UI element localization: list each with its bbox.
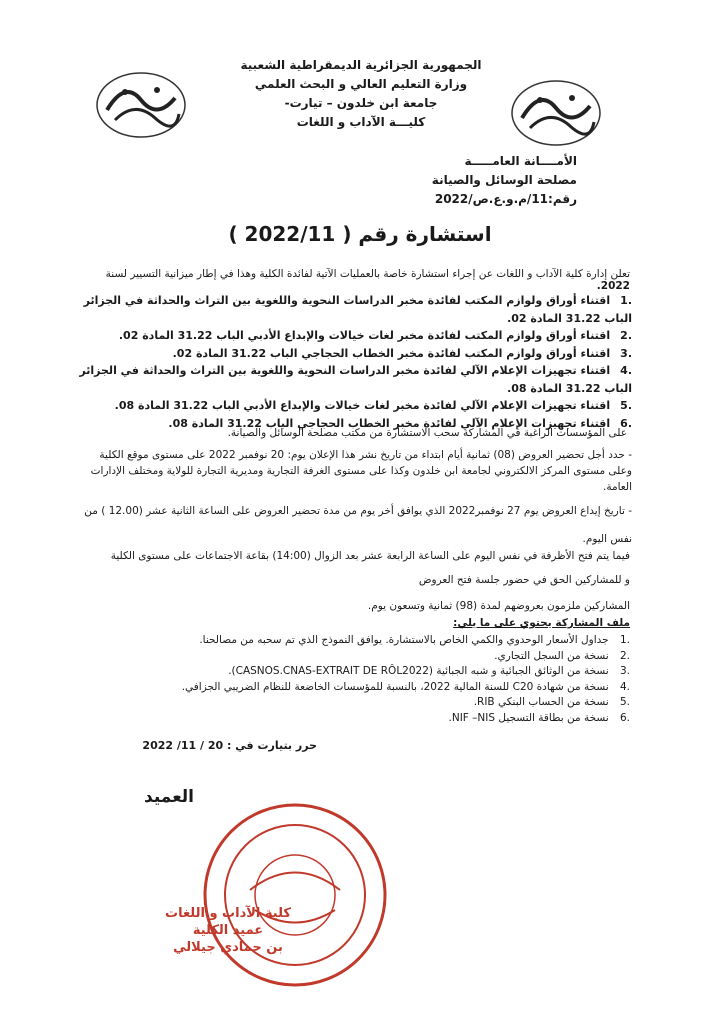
withdrawal-note: على المؤسسات الراغبة في المشاركة سحب الاستشارة من مكتب مصلحة الوسائل والصيانة. [227,427,627,439]
university-name: جامعة ابن خلدون – تيارت- [284,96,438,110]
ministry-name: وزارة التعليم العالي و البحث العلمي [254,77,468,91]
item-number: .5 [619,696,630,708]
republic-name: الجمهورية الجزائرية الديمقراطية الشعبية [240,58,482,72]
list-item [110,680,630,696]
opening-paragraph [90,548,630,588]
item-text: اقتناء تجهيزات الإعلام الآلي لفائدة مخبر لغات خيالات والإبداع الأدبي الباب 31.22 المادة 08. [114,399,611,412]
list-item [110,711,630,727]
intro-year: 2022. [596,280,630,292]
list-item [110,664,630,680]
item-number: .6 [619,711,630,724]
opening-line-2: و للمشاركين الحق في حضور جلسة فتح العروض [418,574,630,586]
item-text: نسخة من السجل التجاري. [494,649,609,662]
item-number: .2 [620,329,632,342]
list-item [110,633,630,649]
item-number: .1 [620,294,632,307]
deadline-paragraph [72,447,632,495]
item-number: .5 [620,399,632,412]
deadline-line-2: وعلى مستوى المركز الالكتروني لجامعة ابن خلدون وكذا على مستوى الغرفة التجارية ومديرية التجارة للولاية ومختلف الإدارات [90,465,632,477]
official-seal [195,795,395,995]
department-block [432,152,577,209]
item-number: .4 [619,680,630,693]
general-secretariat: الأمــــانة العامـــــة [464,154,577,168]
calligraphy-icon [95,70,187,140]
file-contents-heading: ملف المشاركة يحتوي على ما يلي: [453,617,630,629]
dean-title: العميد [144,787,194,807]
requirements-list [110,633,630,726]
item-text: اقتناء أوراق ولوازم المكتب لفائدة مخبر الخطاب الحجاجي الباب 31.22 المادة 02. [172,346,611,360]
submission-line-1: - تاريخ إيداع العروض يوم 27 نوفمبر2022 الذي يوافق أخر يوم من مدة تحضير العروض على الساعة الثانية عشر (12.00 ) من [84,505,632,517]
opening-line-1: فيما يتم فتح الأظرفة في نفس اليوم على الساعة الرابعة عشر بعد الزوال (14:00) بقاعة الاجتماعات على مستوى الكلية [110,550,630,562]
item-text: نسخة من الوثائق الجبائية و شبه الجبائية (CASNOS.CNAS-EXTRAIT DE RÔL2022). [228,665,609,677]
dean-stamp [118,905,338,956]
operations-list [72,292,632,432]
submission-line-2: نفس اليوم. [582,533,632,545]
faculty-name: كليـــة الآداب و اللغات [296,115,426,129]
item-text: نسخة من بطاقة التسجيل NIF –NIS. [448,711,609,724]
calligraphy-icon [510,78,602,148]
submission-paragraph [72,503,632,547]
reference-number: رقم:11/م.و.ع.ص/2022 [434,192,577,206]
seal-icon [195,795,395,995]
item-text: نسخة من شهادة C20 للسنة المالية 2022، بالنسبة للمؤسسات الخاضعة للنظام الضريبي الجزافي. [181,680,609,693]
service-name: مصلحة الوسائل والصيانة [431,173,577,187]
item-text: نسخة من الحساب البنكي RIB. [473,696,609,708]
letterhead [205,56,517,132]
intro-text: تعلن إدارة كلية الآداب و اللغات عن إجراء استشارة خاصة بالعمليات الآتية لفائدة الكلية وهذا في إطار ميزانية التسيير لسنة [105,268,630,280]
item-text: اقتناء تجهيزات الإعلام الآلي لفائدة مخبر الدراسات النحوية واللغوية بين التراث والحداثة في الجزائر الباب 31.22 المادة 08. [79,364,632,395]
issue-date: حرر بتيارت في : 20 / 11/ 2022 [142,739,317,752]
item-text: اقتناء أوراق ولوازم المكتب لفائدة مخبر لغات خيالات والإبداع الأدبي الباب 31.22 المادة 02. [118,329,611,342]
intro-paragraph [70,268,630,292]
document-title: استشارة رقم ( 2022/11 ) [228,222,492,246]
item-number: .2 [619,649,630,662]
list-item [72,362,632,397]
item-number: .3 [619,665,630,677]
item-text: اقتناء أوراق ولوازم المكتب لفائدة مخبر الدراسات النحوية واللغوية بين التراث والحداثة في الجزائر الباب 31.22 المادة 02. [83,294,632,325]
list-item [72,327,632,345]
stamp-faculty: كلية الآداب و اللغات [165,906,291,921]
item-number: .4 [620,364,632,377]
item-number: .6 [620,416,632,430]
item-number: .1 [619,634,630,646]
deadline-line-3: العامة. [603,481,632,493]
list-item [72,292,632,327]
list-item [110,695,630,711]
list-item [72,345,632,363]
item-number: .3 [620,346,632,360]
item-text: جداول الأسعار الوحدوي والكمي الخاص بالاستشارة. يوافق النموذج الذي تم سحبه من مصالحنا. [199,634,609,646]
university-logo-left [95,70,187,140]
university-logo-right [510,78,602,148]
stamp-role: عميد الكلية [192,923,264,938]
item-text: اقتناء تجهيزات الإعلام الآلي لفائدة مخبر الخطاب الحجاجي الباب 31.22 المادة 08. [168,416,611,430]
list-item [110,649,630,665]
validity-paragraph: المشاركين ملزمون بعروضهم لمدة (98) ثمانية وتسعون يوم. [367,600,630,612]
list-item [72,397,632,415]
stamp-name: بن حمادي جيلالي [173,940,283,955]
deadline-line-1: - حدد أجل تحضير العروض (08) ثمانية أيام ابتداء من تاريخ نشر هذا الإعلان يوم: 20 نوفمبر 2022 على مستوى موقع الكلية [99,449,632,461]
